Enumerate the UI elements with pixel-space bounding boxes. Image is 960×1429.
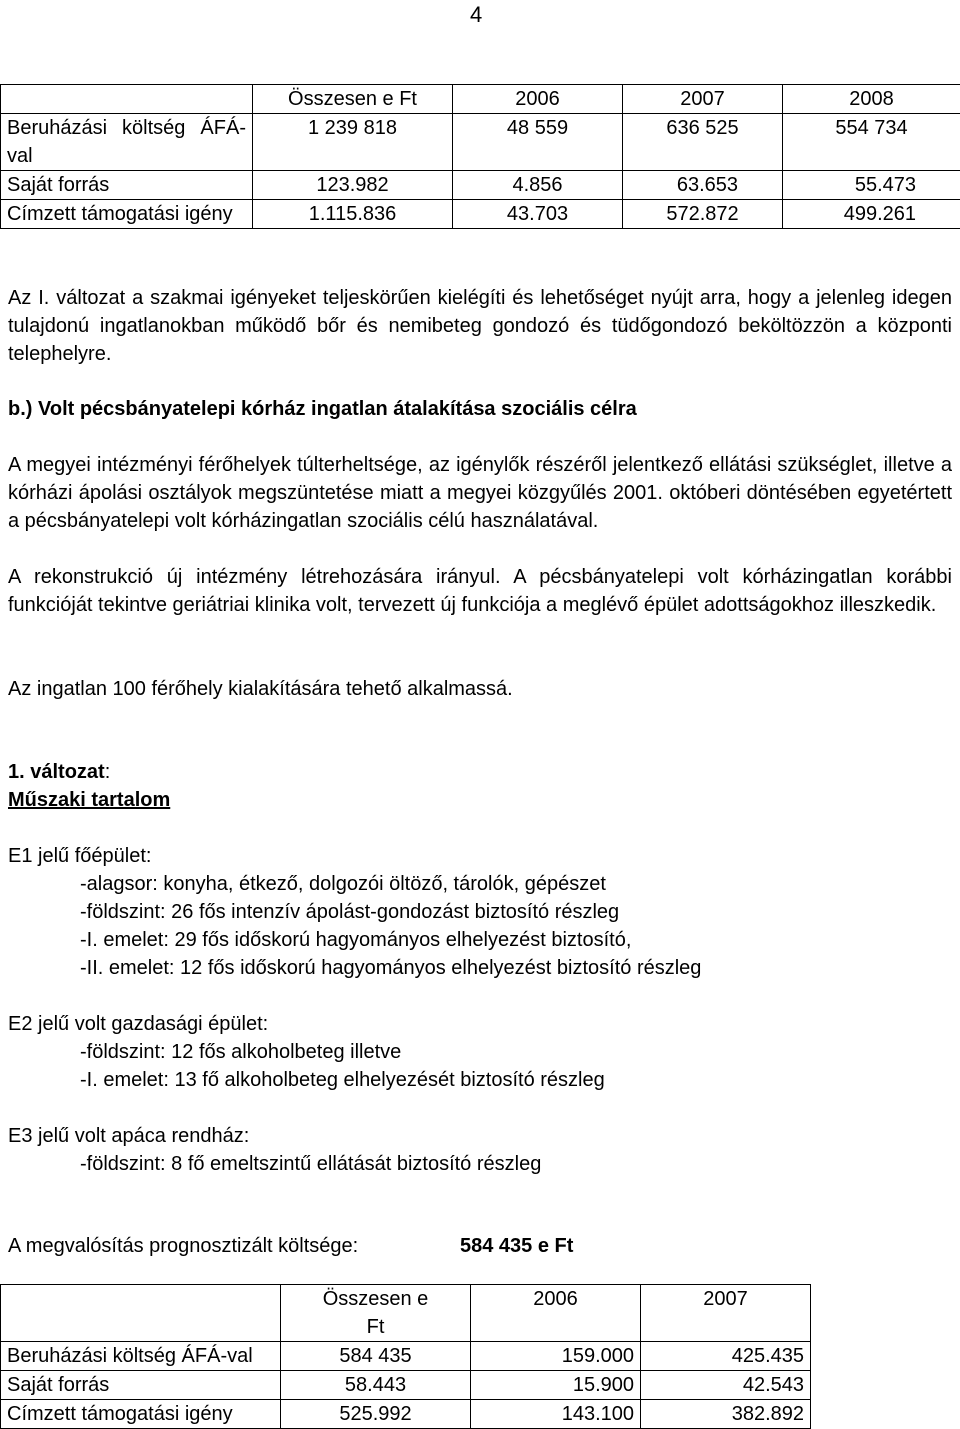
list-item: -I. emelet: 13 fő alkoholbeteg elhelyezését biztosító részleg xyxy=(8,1066,605,1094)
table-cell: 584 435 xyxy=(281,1342,471,1371)
table-cell: 1 239 818 xyxy=(253,114,453,171)
paragraph-b2: A rekonstrukció új intézmény létrehozására irányul. A pécsbányatelepi volt kórházingatlan korábbi funkcióját tekintve geriátriai klinika volt, tervezett új funkciója a meglévő épület adottságokhoz illeszkedik. xyxy=(8,563,952,619)
table-header-cell: 2007 xyxy=(641,1285,811,1342)
list-item: -földszint: 26 fős intenzív ápolást-gondozást biztosító részleg xyxy=(8,898,619,926)
table-cell: 159.000 xyxy=(471,1342,641,1371)
table-header-row xyxy=(1,1285,811,1342)
table-header-cell: 2006 xyxy=(471,1285,641,1342)
row-label: Beruházási költség ÁFÁ-val xyxy=(1,1342,281,1371)
table-row xyxy=(1,200,960,229)
paragraph-b3: Az ingatlan 100 férőhely kialakítására tehető alkalmassá. xyxy=(8,675,952,703)
technical-content-heading: Műszaki tartalom xyxy=(8,786,170,814)
table-row xyxy=(1,171,960,200)
section-heading-b: b.) Volt pécsbányatelepi kórház ingatlan átalakítása szociális célra xyxy=(8,395,952,423)
table-header-cell: 2006 xyxy=(453,85,623,114)
list-item: -alagsor: konyha, étkező, dolgozói öltöző, tárolók, gépészet xyxy=(8,870,606,898)
list-item: -földszint: 12 fős alkoholbeteg illetve xyxy=(8,1038,401,1066)
table-header-cell: Összesen e Ft xyxy=(281,1285,471,1342)
table-cell: 572.872 xyxy=(623,200,783,229)
row-label: Címzett támogatási igény xyxy=(1,1400,281,1429)
table-cell: 43.703 xyxy=(453,200,623,229)
row-label: Saját forrás xyxy=(1,171,253,200)
table-cell: 48 559 xyxy=(453,114,623,171)
list-item: -I. emelet: 29 fős időskorú hagyományos elhelyezést biztosító, xyxy=(8,926,631,954)
row-label: Címzett támogatási igény xyxy=(1,200,253,229)
table-cell xyxy=(1,1285,281,1342)
paragraph-b1: A megyei intézményi férőhelyek túlterheltsége, az igénylők részéről jelentkező ellátási szükséglet, illetve a kórházi ápolási osztályok megszüntetése miatt a megyei közgyűlés 2001. októberi döntésében egyetértett a pécsbányatelepi volt kórházingatlan szociális célú használatával. xyxy=(8,451,952,535)
table-header-cell: 2007 xyxy=(623,85,783,114)
row-label: Saját forrás xyxy=(1,1371,281,1400)
row-label: Beruházási költség ÁFÁ-val xyxy=(1,114,253,171)
building-e2-title: E2 jelű volt gazdasági épület: xyxy=(8,1010,268,1038)
table-row xyxy=(1,1371,811,1400)
variant-number: 1. változat xyxy=(8,761,105,783)
cost-estimate-label: A megvalósítás prognosztizált költsége: xyxy=(8,1232,358,1260)
table-row xyxy=(1,1342,811,1371)
page-number: 4 xyxy=(470,2,482,28)
table-cell xyxy=(1,85,253,114)
table-cell: 143.100 xyxy=(471,1400,641,1429)
table-cell: 636 525 xyxy=(623,114,783,171)
list-item: -földszint: 8 fő emeltszintű ellátását biztosító részleg xyxy=(8,1150,541,1178)
table-cell: 425.435 xyxy=(641,1342,811,1371)
building-e3-title: E3 jelű volt apáca rendház: xyxy=(8,1122,249,1150)
table-header-cell: Összesen e Ft xyxy=(253,85,453,114)
table-cell: 4.856 xyxy=(453,171,623,200)
cost-table-b xyxy=(0,1284,811,1429)
variant-title xyxy=(8,758,110,786)
table-cell: 1.115.836 xyxy=(253,200,453,229)
list-item: -II. emelet: 12 fős időskorú hagyományos elhelyezést biztosító részleg xyxy=(8,954,701,982)
table-cell: 499.261 xyxy=(783,200,960,229)
table-cell: 15.900 xyxy=(471,1371,641,1400)
building-e1-title: E1 jelű főépület: xyxy=(8,842,151,870)
table-row xyxy=(1,1400,811,1429)
table-cell: 55.473 xyxy=(783,171,960,200)
table-cell: 58.443 xyxy=(281,1371,471,1400)
table-header-row xyxy=(1,85,960,114)
table-row xyxy=(1,114,960,171)
table-cell: 123.982 xyxy=(253,171,453,200)
table-cell: 382.892 xyxy=(641,1400,811,1429)
cost-table-a xyxy=(0,84,960,229)
table-cell: 525.992 xyxy=(281,1400,471,1429)
table-header-cell: 2008 xyxy=(783,85,960,114)
paragraph-variant-a: Az I. változat a szakmai igényeket teljeskörűen kielégíti és lehetőséget nyújt arra, hogy a jelenleg idegen tulajdonú ingatlanokban működő bőr és nemibeteg gondozó és tüdőgondozó beköltözzön a központi telephelyre. xyxy=(8,284,952,368)
cost-estimate-value: 584 435 e Ft xyxy=(460,1232,573,1260)
table-cell: 63.653 xyxy=(623,171,783,200)
variant-colon: : xyxy=(105,761,111,783)
table-cell: 42.543 xyxy=(641,1371,811,1400)
table-cell: 554 734 xyxy=(783,114,960,171)
